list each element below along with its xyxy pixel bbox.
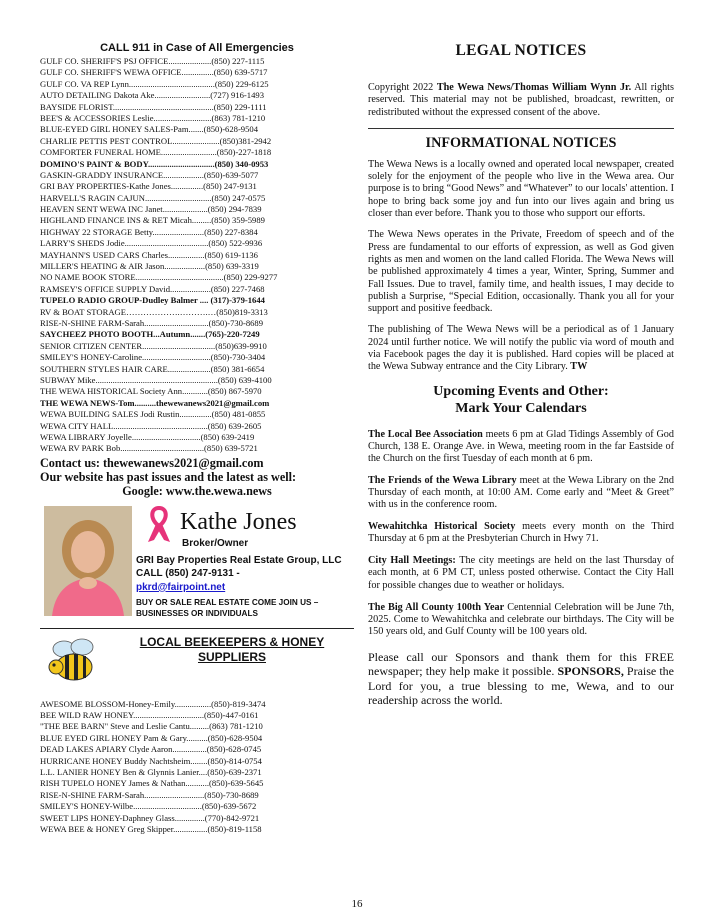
pink-ribbon-icon <box>146 506 172 544</box>
beekeeper-item: BEE WILD RAW HONEY.................................(850)-447-0161 <box>40 710 259 721</box>
agent-role: Broker/Owner <box>182 537 249 549</box>
info-paragraph-3-text: The publishing of The Wewa News will be a periodical as of 1 January 2024 until further notice. We will notify the public via word of mouth and via Facebook pages the day it is published. Hard copies will be placed at the Wewa Subway entrance and the City Library. <box>368 324 674 373</box>
beekeeper-item: "THE BEE BARN" Steve and Leslie Cantu.........(863) 781-1210 <box>40 721 263 732</box>
sponsor-text-b: Praise the Lord for you, a true blessing to me, Wewa, and to our readership across the world. <box>368 664 674 708</box>
directory-item: WEWA CITY HALL............................................(850) 639-2605 <box>40 420 262 431</box>
directory-item: HARVELL'S RAGIN CAJUN...............................(850) 247-0575 <box>40 192 266 203</box>
directory-item: LARRY'S SHEDS Jodie.......................................(850) 522-9936 <box>40 238 263 249</box>
directory-item: RV & BOAT STORAGE……………….……….…(850)819-3313 <box>40 306 268 317</box>
directory-item: SMILEY'S HONEY-Caroline................................(850)-730-3404 <box>40 352 266 363</box>
beekeepers-title-line1: LOCAL BEEKEEPERS & HONEY <box>139 634 325 649</box>
google-line[interactable]: Google: www.the.wewa.news <box>122 483 272 498</box>
directory-item: GASKIN-GRADDY INSURANCE...................(850)-639-5077 <box>40 169 259 180</box>
directory-item: SUBWAY Mike.........................................................(850) 639-4100 <box>40 374 272 385</box>
event-label: The Local Bee Association <box>368 428 483 440</box>
contact-block <box>40 456 354 498</box>
directory-item: AUTO DETAILING Dakota Ake..........................(727) 916-1493 <box>40 90 264 101</box>
directory-item: BAYSIDE FLORIST...............................................(850) 229-1111 <box>40 101 267 112</box>
event-label: City Hall Meetings: <box>368 555 456 567</box>
sponsor-bold: SPONSORS, <box>557 664 624 679</box>
emergency-title: CALL 911 in Case of All Emergencies <box>100 42 294 54</box>
agent-firm: GRI Bay Properties Real Estate Group, LLC CALL (850) 247-9131 - <box>136 554 342 579</box>
agent-name: Kathe Jones <box>180 508 297 535</box>
event-text: Centennial Celebration will be June 7th, 2025. Come to Wewahitchka and celebrate our birthdays. The City will be 150 years old, and Gulf County will be 100 years old. <box>368 601 674 637</box>
editor-signature: TW <box>570 361 588 373</box>
legal-notices-title: LEGAL NOTICES <box>455 42 587 59</box>
left-column <box>40 42 354 835</box>
event-friends-of-library <box>368 475 674 511</box>
beekeeper-item: SWEET LIPS HONEY-Daphney Glass..............(770)-842-9721 <box>40 812 260 823</box>
beekeeper-item: SMILEY'S HONEY-Wilbe................................(850)-639-5672 <box>40 801 257 812</box>
website-line: Our website has past issues and the latest as well: <box>40 469 297 484</box>
directory-item: GULF CO. VA REP Lynn........................................(850) 229-6125 <box>40 78 269 89</box>
directory-item: RAMSEY'S OFFICE SUPPLY David...................(850) 227-7468 <box>40 283 265 294</box>
upcoming-title-line2: Mark Your Calendars <box>455 400 587 416</box>
directory-item: GULF CO. SHERIFF'S WEWA OFFICE...............(850) 639-5717 <box>40 67 268 78</box>
directory-item: WEWA BUILDING SALES Jodi Rustin...............(850) 481-0855 <box>40 409 266 420</box>
event-bee-association <box>368 429 674 465</box>
directory-item: SAYCHEEZ PHOTO BOOTH...Autumn.......(765)-220-7249 <box>40 329 260 340</box>
contact-email-line[interactable]: Contact us: thewewanews2021@gmail.com <box>40 455 264 470</box>
upcoming-events-title <box>368 383 674 417</box>
emergency-directory <box>40 56 354 455</box>
kathe-jones-ad <box>40 504 354 624</box>
directory-item: COMFORTER FUNERAL HOME..........................(850)-227-1818 <box>40 147 272 158</box>
upcoming-title-line1: Upcoming Events and Other: <box>433 383 609 399</box>
beekeeper-item: RISE-N-SHINE FARM-Sarah............................(850)-730-8689 <box>40 789 259 800</box>
beekeepers-directory <box>40 699 354 836</box>
beekeeper-item: WEWA BEE & HONEY Greg Skipper................(850)-819-1158 <box>40 823 262 834</box>
copyright-owner: The Wewa News/Thomas William Wynn Jr. <box>436 82 632 93</box>
page-number: 16 <box>351 898 363 910</box>
event-text: meets 6 pm at Glad Tidings Assembly of God Church, 138 E. Orange Ave. in Wewa, meeting room in the far Eastside of the Church on the first Tuesday of each month at 6 pm. <box>368 428 674 464</box>
copyright-rest: All rights reserved. This material may not be published, broadcast, rewritten, or redistributed without the expressed consent of the above. <box>368 82 674 118</box>
bee-icon <box>44 635 104 685</box>
info-paragraph-3 <box>368 324 674 373</box>
beekeeper-item: L.L. LANIER HONEY Ben & Glynnis Lanier....(850)-639-2371 <box>40 767 262 778</box>
divider <box>368 128 674 129</box>
directory-item: TUPELO RADIO GROUP-Dudley Balmer .... (317)-379-1644 <box>40 295 265 306</box>
copyright-prefix: Copyright 2022 <box>368 82 437 93</box>
beekeeper-item: AWESOME BLOSSOM-Honey-Emily.................(850)-819-3474 <box>40 698 266 709</box>
directory-item: GULF CO. SHERIFF'S PSJ OFFICE....................(850) 227-1115 <box>40 56 265 66</box>
beekeepers-title <box>110 635 354 665</box>
beekeeper-item: DEAD LAKES APIARY Clyde Aaron................(850)-628-0745 <box>40 744 262 755</box>
directory-item: SENIOR CITIZEN CENTER..................................(850)639-9910 <box>40 340 267 351</box>
directory-item: WEWA LIBRARY Joyelle................................(850) 639-2419 <box>40 431 255 442</box>
directory-item: NO NAME BOOK STORE.........................................(850) 229-9277 <box>40 272 278 283</box>
directory-item: RISE-N-SHINE FARM-Sarah..............................(850)-730-8689 <box>40 317 264 328</box>
directory-item: BEE'S & ACCESSORIES Leslie...........................(863) 781-1210 <box>40 112 266 123</box>
directory-item: MILLER'S HEATING & AIR Jason...................(850) 639-3319 <box>40 261 259 272</box>
sponsor-thanks <box>368 650 674 708</box>
right-column <box>368 42 674 708</box>
copyright-notice <box>368 82 674 119</box>
beekeepers-header <box>40 628 354 695</box>
directory-item: HEAVEN SENT WEWA INC Janet.....................(850) 294-7839 <box>40 204 262 215</box>
agent-photo <box>44 506 132 616</box>
directory-item: HIGHWAY 22 STORAGE Betty........................(850) 227-8384 <box>40 226 258 237</box>
event-historical-society <box>368 521 674 545</box>
directory-item: BLUE-EYED GIRL HONEY SALES-Pam.......(850)-628-9504 <box>40 124 258 135</box>
beekeeper-item: RISH TUPELO HONEY James & Nathan...........(850)-639-5645 <box>40 778 264 789</box>
directory-item: HIGHLAND FINANCE INS & RET Micah.........(850) 359-5989 <box>40 215 265 226</box>
event-label: The Friends of the Wewa Library <box>368 474 517 486</box>
beekeeper-item: HURRICANE HONEY Buddy Nachtsheim........(850)-814-0754 <box>40 755 262 766</box>
beekeeper-item: BLUE EYED GIRL HONEY Pam & Gary..........(850)-628-9504 <box>40 732 263 743</box>
directory-item: SOUTHERN STYLES HAIR CARE....................(850) 381-6654 <box>40 363 265 374</box>
info-paragraph-1: The Wewa News is a locally owned and operated local newspaper, created solely for the enjoyment of the people who live in the Wewa area. Our purpose is to bring “Good News” and “Whatever” to our locals' attention. I hope to bring back some joy and fun into our lives again and bring us closer than ever before. Thank you to those who support our efforts. <box>368 158 674 220</box>
event-centennial <box>368 602 674 638</box>
directory-item: CHARLIE PETTIS PEST CONTROL......................(850)381-2942 <box>40 135 272 146</box>
directory-item: GRI BAY PROPERTIES-Kathe Jones...............(850) 247-9131 <box>40 181 257 192</box>
directory-item: WEWA RV PARK Bob.......................................(850) 639-5721 <box>40 443 258 454</box>
event-text: meet at the Wewa Library on the 2nd Thursday of each month, at 10:00 AM. Come early and “Meet & Greet” with us in the conference room. <box>368 474 674 511</box>
event-label: The Big All County 100th Year <box>368 601 505 613</box>
event-label: Wewahitchka Historical Society <box>368 521 516 533</box>
agent-email-link[interactable]: pkrd@fairpoint.net <box>136 581 226 593</box>
event-city-hall-meetings <box>368 555 674 591</box>
event-text: The city meetings are held on the last Thursday of each month, at 6 PM CT, unless posted otherwise. Contact the City Hall for possible changes due to weather or holidays. <box>368 555 674 591</box>
beekeepers-title-line2: SUPPLIERS <box>197 649 266 664</box>
info-paragraph-2: The Wewa News operates in the Private, Freedom of speech and of the Press are fundamental to our efforts of expression, as well as God given rights as men and women on the land called Florida. The Wewa News will be published approximately 4 times a year, Winter, Spring, Summer and Fall Issues. Due to travel, family time, and health issues, I may decide to publish a Surprise, “Special Edition, occasionally. Thank you all for your support and positive feedback. <box>368 229 674 315</box>
event-text: meets every month on the Third Thursday at 6 pm at the Presbyterian Church in Hwy 71. <box>368 521 674 545</box>
sponsor-text-a: Please call our Sponsors and thank them for this FREE newspaper; they help make it possible. <box>368 649 674 679</box>
directory-item: THE WEWA NEWS-Tom..........thewewanews2021@gmail.com <box>40 397 270 408</box>
informational-notices-title: INFORMATIONAL NOTICES <box>425 134 617 151</box>
directory-item: THE WEWA HISTORICAL Society Ann............(850) 867-5970 <box>40 386 262 397</box>
agent-tagline: BUY OR SALE REAL ESTATE COME JOIN US – BUSINESSES OR INDIVIDUALS <box>136 597 319 618</box>
directory-item: DOMINO'S PAINT & BODY...............................(850) 340-0953 <box>40 158 269 169</box>
directory-item: MAYHANN'S USED CARS Charles.................(850) 619-1136 <box>40 249 258 260</box>
